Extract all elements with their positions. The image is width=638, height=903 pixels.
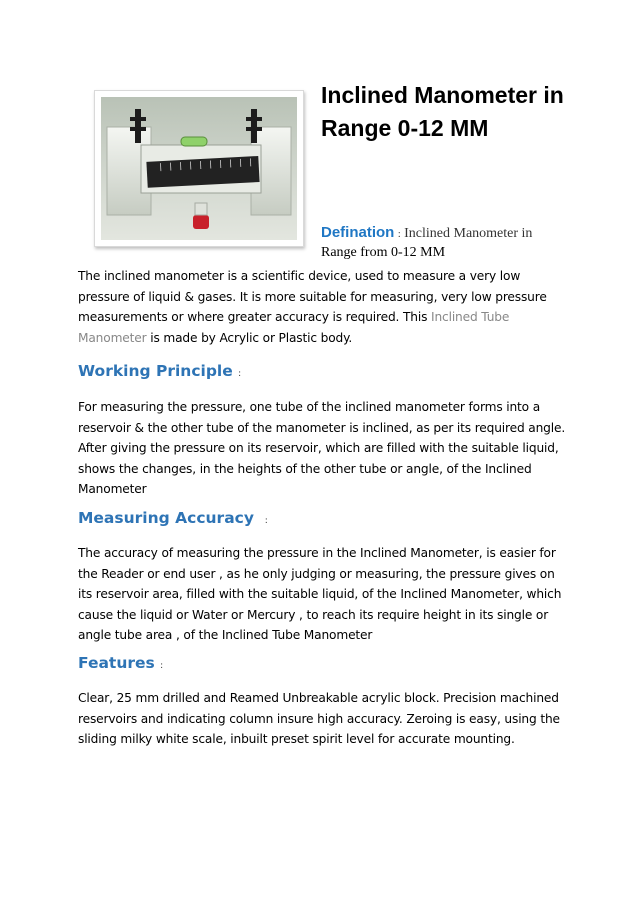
heading-text: Working Principle	[78, 362, 233, 380]
inclined-tube-manometer-link[interactable]: Inclined Tube Manometer	[78, 310, 510, 345]
definition	[321, 224, 581, 262]
definition-colon: :	[397, 229, 401, 240]
intro-text-2: is made by Acrylic or Plastic body.	[146, 330, 353, 345]
heading-features	[78, 654, 163, 672]
heading-measuring-accuracy	[78, 509, 268, 527]
page-title: Inclined Manometer in Range 0-12 MM	[321, 82, 564, 141]
heading-colon: :	[264, 516, 268, 526]
working-principle-body: For measuring the pressure, one tube of the inclined manometer forms into a reservoir & the other tube of the manometer is inclined, as per its required angle. After giving the pressure on its reservoir, which are filled with the suitable liquid, shows the changes, in the heights of the other tube or angle, of the Inclined Manometer	[78, 400, 566, 497]
definition-text-line2: Range from 0-12 MM	[321, 245, 446, 260]
product-photo	[94, 90, 304, 247]
heading-text: Features	[78, 654, 155, 672]
measuring-accuracy-body: The accuracy of measuring the pressure in the Inclined Manometer, is easier for the Reader or end user , as he only judging or measuring, the pressure gives on its reservoir area, filled with the suitable liquid, of the Inclined Manometer, which cause the liquid or Water or Mercury , to reach its require height in its single or angle tube area , of the Inclined Tube Manometer	[78, 546, 562, 643]
definition-label: Defination	[321, 224, 395, 241]
heading-colon: :	[238, 369, 242, 379]
heading-text: Measuring Accuracy	[78, 509, 254, 527]
intro-paragraph	[78, 266, 568, 348]
heading-colon: :	[160, 661, 164, 671]
intro-text-1: The inclined manometer is a scientific device, used to measure a very low pressure of liquid & gases. It is more suitable for measuring, very low pressure measurements or where greater accuracy is required. This	[78, 269, 547, 325]
features-body: Clear, 25 mm drilled and Reamed Unbreakable acrylic block. Precision machined reservoirs and indicating column insure high accuracy. Zeroing is easy, using the sliding milky white scale, inbuilt preset spirit level for accurate mounting.	[78, 691, 560, 747]
definition-text: Inclined Manometer in	[404, 226, 533, 241]
manometer-image	[101, 97, 297, 240]
heading-working-principle	[78, 362, 241, 380]
